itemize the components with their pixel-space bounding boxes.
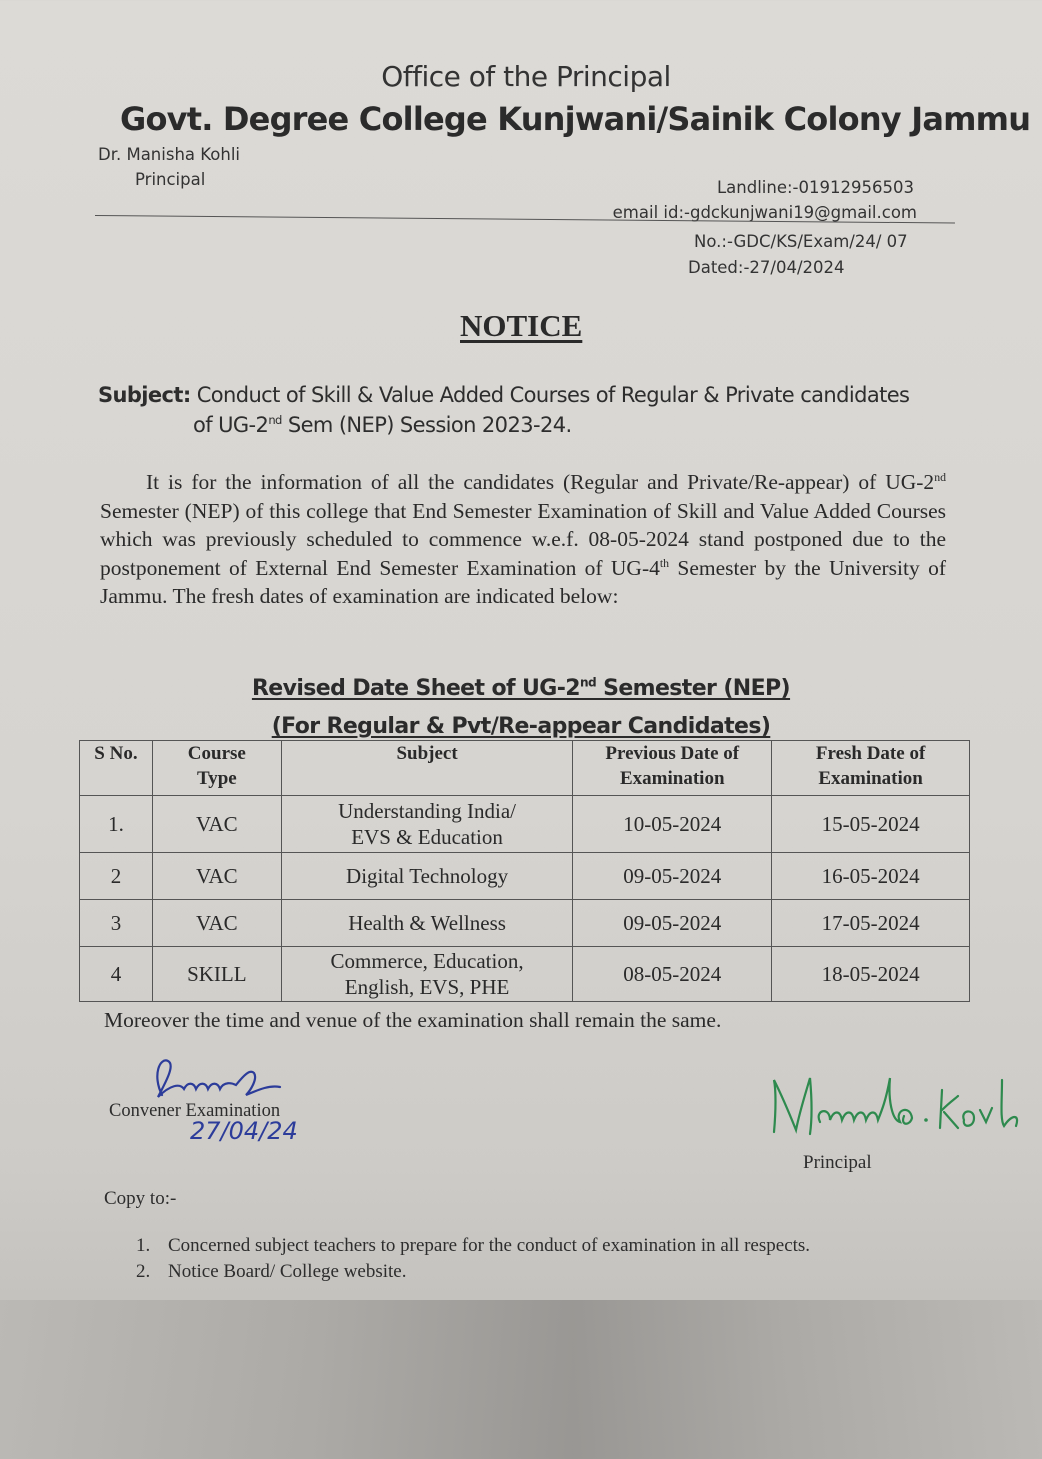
list-text: Concerned subject teachers to prepare for the conduct of examination in all respects. (168, 1235, 811, 1256)
cell-sno: 4 (80, 947, 153, 1002)
cell-type: VAC (152, 853, 281, 900)
list-number: 2. (136, 1261, 151, 1282)
subtitle-text: (For Regular & Pvt/Re-appear Candidates) (271, 714, 771, 739)
convener-date: 27/04/24 (190, 1117, 298, 1145)
header-subject (281, 741, 573, 796)
subject-text: Understanding India/ (338, 799, 516, 823)
subject-line-2 (98, 410, 958, 440)
cell-fresh-date: 18-05-2024 (772, 947, 970, 1002)
cell-sno: 2 (80, 853, 153, 900)
notice-body (100, 468, 946, 611)
college-name: Govt. Degree College Kunjwani/Sainik Colony Jammu (120, 100, 1031, 138)
cell-sno: 3 (80, 900, 153, 947)
principal-label: Principal (803, 1152, 872, 1173)
list-number: 1. (136, 1235, 151, 1256)
date: Dated:-27/04/2024 (688, 258, 845, 277)
table-row (80, 947, 970, 1002)
table-row (80, 796, 970, 853)
superscript: nd (579, 675, 597, 690)
list-item (136, 1259, 810, 1285)
cell-fresh-date: 16-05-2024 (772, 853, 970, 900)
header-course-type (152, 741, 281, 796)
cell-previous-date: 09-05-2024 (573, 900, 772, 947)
cell-previous-date: 08-05-2024 (573, 947, 772, 1002)
header-text: Subject (396, 743, 458, 764)
cell-type: VAC (152, 900, 281, 947)
header-text: Previous Date of (605, 743, 740, 764)
reference-number: No.:-GDC/KS/Exam/24/ 07 (694, 232, 908, 251)
cell-subject: Health & Wellness (281, 900, 573, 947)
subject-text: Sem (NEP) Session 2023-24. (281, 413, 572, 437)
list-text: Notice Board/ College website. (168, 1261, 407, 1282)
office-heading: Office of the Principal (381, 60, 671, 93)
cell-subject (281, 796, 573, 853)
subject-block (98, 380, 958, 440)
moreover-note: Moreover the time and venue of the examination shall remain the same. (104, 1008, 722, 1032)
list-item (136, 1233, 810, 1259)
body-text: Semester by the University of Jammu. The fresh dates of examination are indicated below: (100, 555, 946, 608)
principal-name: Dr. Manisha Kohli (98, 145, 240, 164)
principal-signature-icon (770, 1070, 1030, 1140)
header-text: S No. (94, 743, 138, 764)
datesheet-subtitle (0, 714, 1042, 739)
datesheet-title (0, 676, 1042, 701)
copy-to-list (136, 1233, 810, 1285)
convener-label: Convener Examination (109, 1101, 281, 1121)
cell-previous-date: 10-05-2024 (573, 796, 772, 853)
title-text: Semester (NEP) (596, 676, 791, 701)
superscript: th (659, 555, 670, 570)
superscript: nd (934, 469, 946, 484)
header-text: Type (196, 768, 237, 789)
superscript: nd (268, 413, 282, 427)
header-text: Examination (818, 768, 923, 789)
principal-title: Principal (135, 170, 206, 189)
cell-fresh-date: 17-05-2024 (772, 900, 970, 947)
subject-line-1: Conduct of Skill & Value Added Courses of Regular & Private candidates (196, 383, 910, 407)
landline: Landline:-01912956503 (716, 178, 914, 197)
body-text: Semester (NEP) of this college that End Semester Examination of Skill and Value Added Courses which was previously scheduled to commence w.e.f. 08-05-2024 stand postponed due to the postponement of External End Semester Examination of UG-4 (100, 498, 946, 580)
subject-text: of UG-2 (193, 413, 269, 437)
copy-to-label: Copy to:- (104, 1188, 177, 1209)
paper-shadow (0, 1300, 1042, 1459)
header-text: Fresh Date of (815, 743, 926, 764)
header-text: Examination (620, 768, 725, 789)
subject-text: English, EVS, PHE (344, 975, 510, 999)
header-text: Course (187, 743, 246, 764)
cell-subject: Digital Technology (281, 853, 573, 900)
subject-label: Subject: (98, 383, 191, 407)
body-text: It is for the information of all the candidates (Regular and Private/Re-appear) of UG-2 (146, 470, 935, 494)
subject-text: EVS & Education (351, 825, 503, 849)
cell-sno: 1. (80, 796, 153, 853)
table-header-row (80, 741, 970, 796)
header-sno (80, 741, 153, 796)
cell-fresh-date: 15-05-2024 (772, 796, 970, 853)
email: email id:-gdckunjwani19@gmail.com (612, 203, 917, 222)
cell-subject (281, 947, 573, 1002)
table-row (80, 853, 970, 900)
cell-type: SKILL (152, 947, 281, 1002)
subject-text: Commerce, Education, (330, 949, 524, 973)
title-text: Revised Date Sheet of UG-2 (251, 676, 580, 701)
cell-previous-date: 09-05-2024 (573, 853, 772, 900)
datesheet-table (79, 740, 970, 1002)
header-previous-date (573, 741, 772, 796)
header-fresh-date (772, 741, 970, 796)
cell-type: VAC (152, 796, 281, 853)
notice-heading: NOTICE (460, 308, 583, 343)
table-row (80, 900, 970, 947)
